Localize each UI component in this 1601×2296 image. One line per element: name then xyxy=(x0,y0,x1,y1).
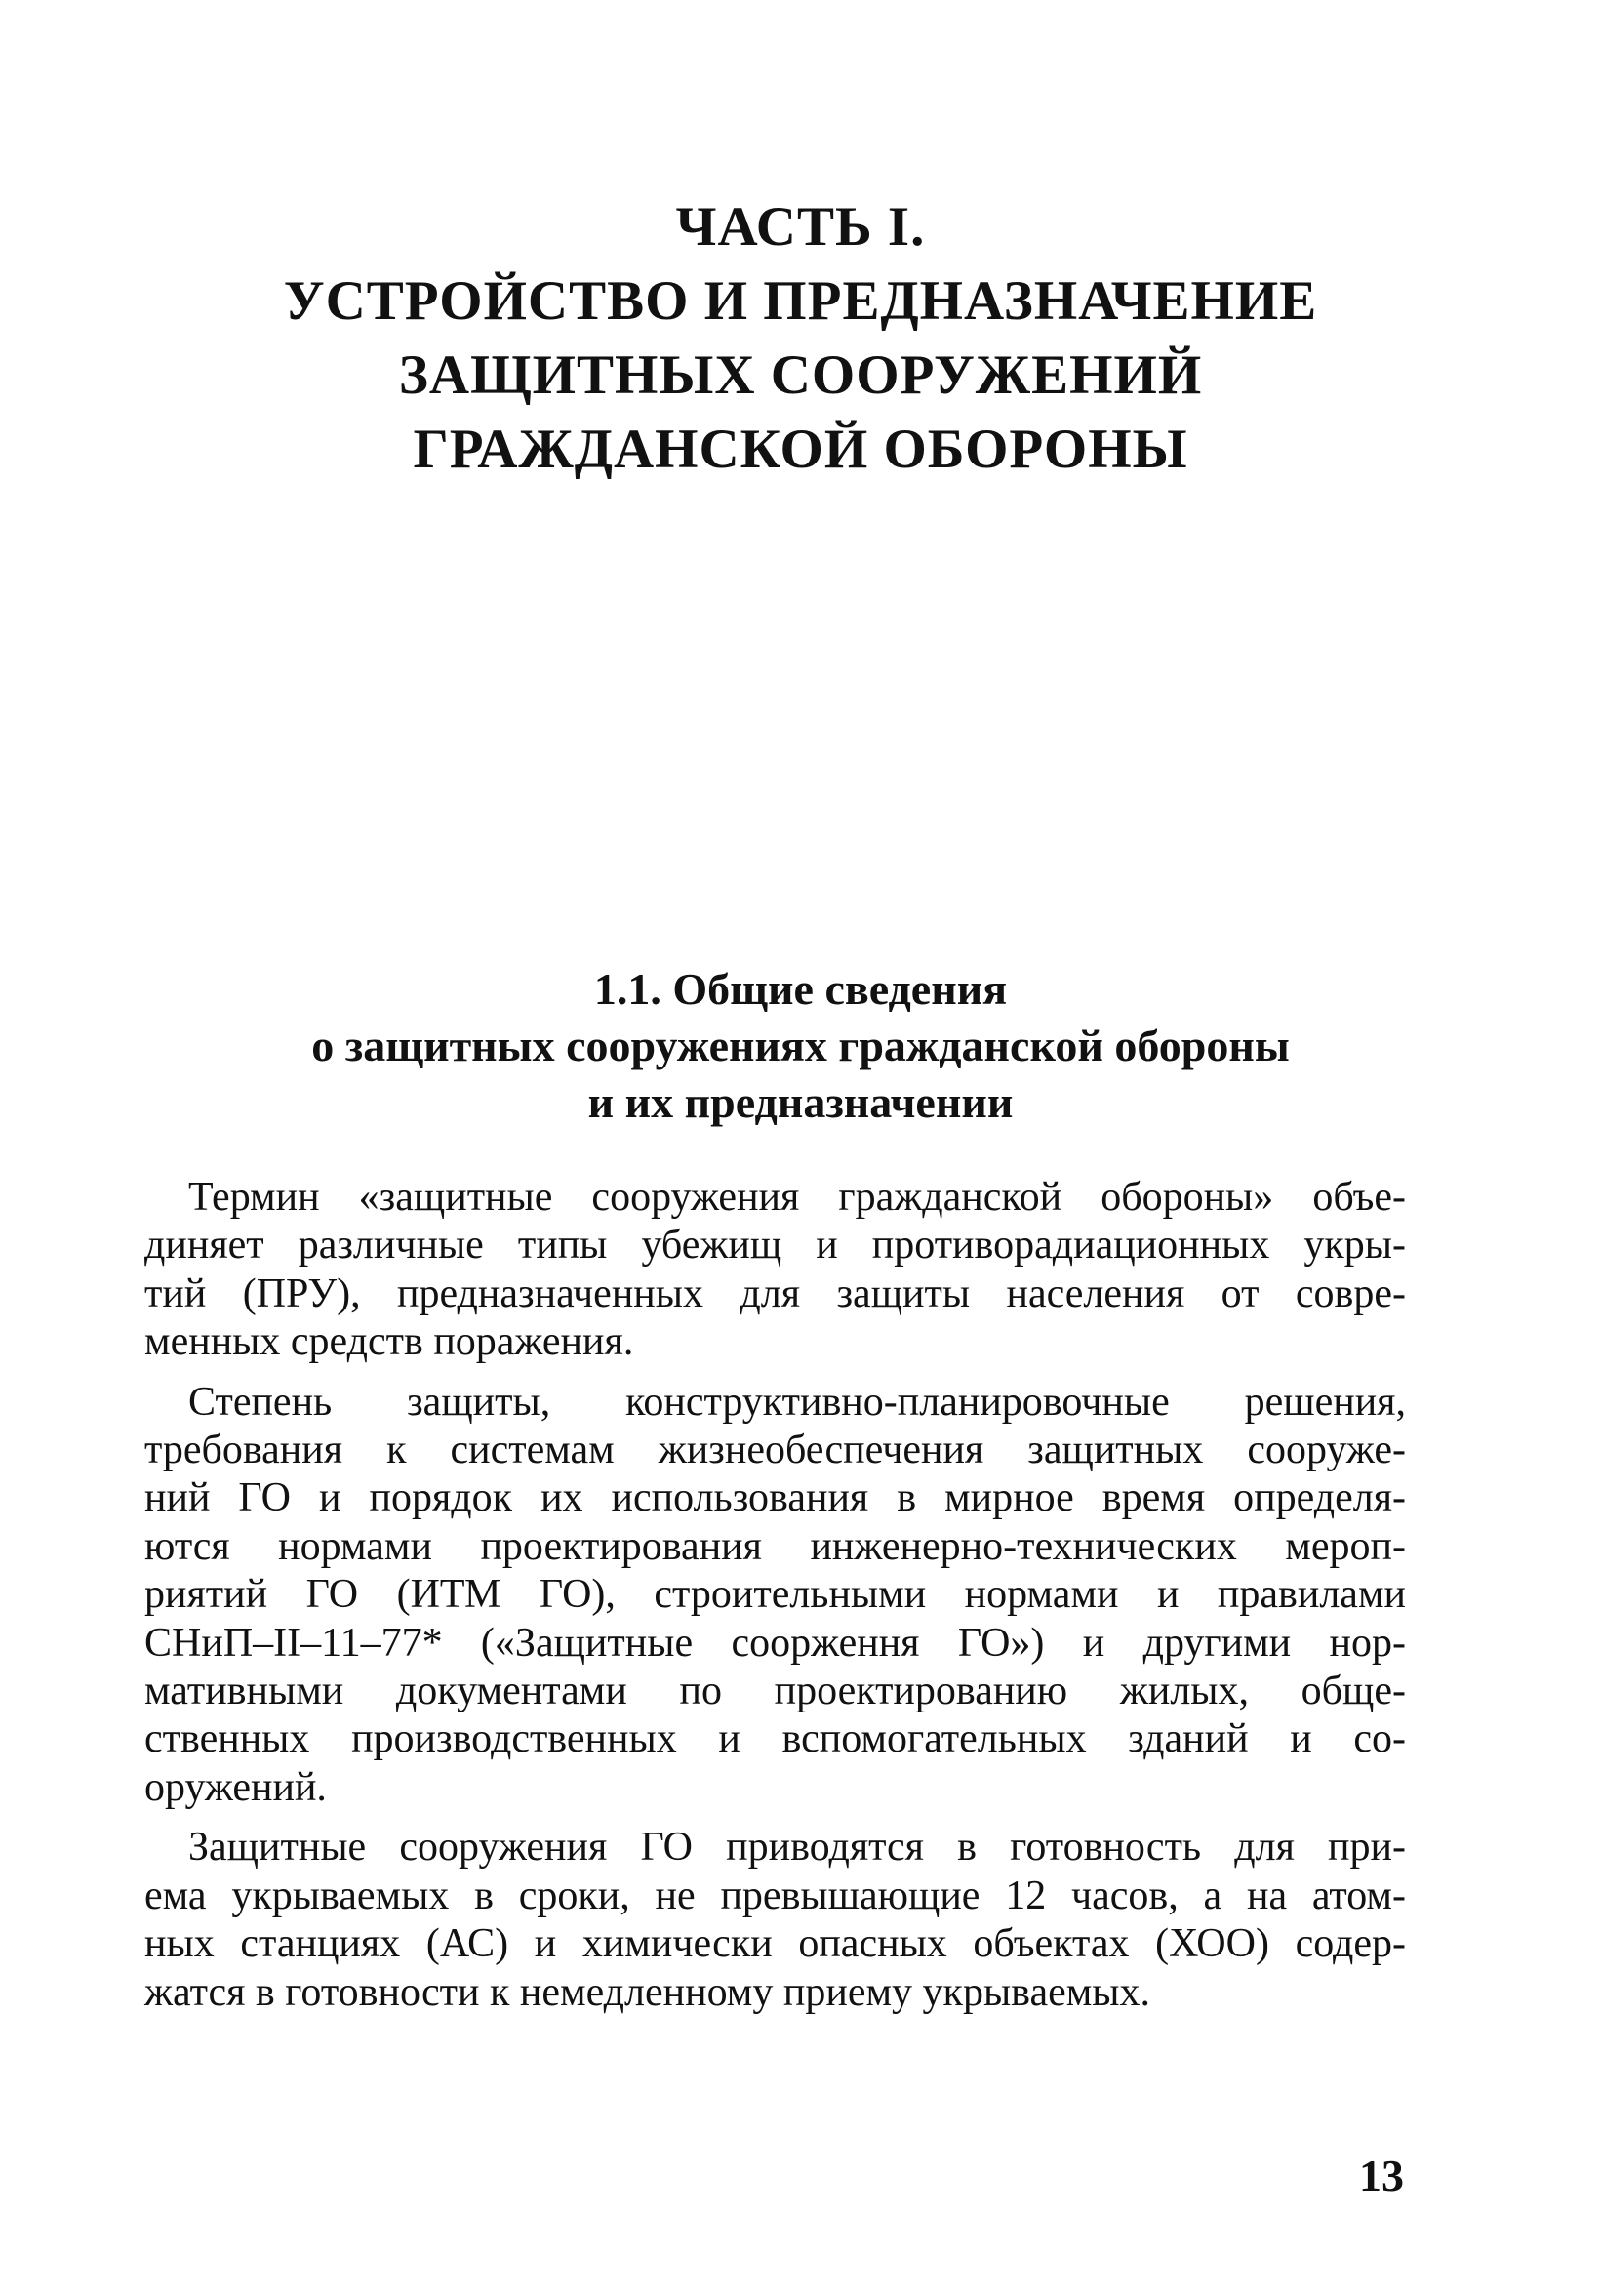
text-line: мативными документами по проектированию жилых, обще- xyxy=(144,1669,1406,1714)
text-line: диняет различные типы убежищ и противорадиационных укры- xyxy=(144,1223,1406,1269)
section-heading-line: и их предназначении xyxy=(587,1077,1014,1127)
text-line: СНиП–II–11–77* («Защитные соорження ГО») и другими нор- xyxy=(144,1620,1406,1666)
section-heading-line: о защитных сооружениях гражданской обороны xyxy=(311,1021,1290,1070)
text-line: менных средств поражения. xyxy=(144,1319,634,1365)
text-line: требования к системам жизнеобеспечения защитных сооруже- xyxy=(144,1428,1406,1473)
paragraph xyxy=(144,1379,1406,1813)
part-heading-line: ГРАЖДАНСКОЙ ОБОРОНЫ xyxy=(413,419,1188,480)
body-text xyxy=(144,1174,1406,2017)
text-line: ственных производственных и вспомогательных зданий и со- xyxy=(144,1716,1406,1762)
text-line: ема укрываемых в сроки, не превышающие 12 часов, а на атом- xyxy=(144,1873,1406,1918)
text-line: ний ГО и порядок их использования в мирное время определя- xyxy=(144,1475,1406,1521)
part-heading-line: УСТРОЙСТВО И ПРЕДНАЗНАЧЕНИЕ xyxy=(283,270,1318,332)
paragraph xyxy=(144,1174,1406,1367)
text-line: ются нормами проектирования инженерно-технических мероп- xyxy=(144,1523,1406,1569)
part-heading-line: ЗАЩИТНЫХ СООРУЖЕНИЙ xyxy=(398,344,1203,406)
text-line: тий (ПРУ), предназначенных для защиты населения от совре- xyxy=(144,1270,1406,1316)
part-heading-line: ЧАСТЬ I. xyxy=(675,196,926,258)
text-line: Защитные сооружения ГО приводятся в готовность для при- xyxy=(188,1825,1406,1871)
text-line: оружений. xyxy=(144,1764,327,1810)
page-number: 13 xyxy=(1359,2151,1404,2200)
section-heading-line: 1.1. Общие сведения xyxy=(593,964,1008,1014)
section-heading xyxy=(0,961,1601,1131)
text-line: жатся в готовности к немедленному приему укрываемых. xyxy=(144,1969,1151,2015)
text-line: Степень защиты, конструктивно-планировочные решения, xyxy=(188,1379,1406,1425)
paragraph xyxy=(144,1824,1406,2017)
text-line: риятий ГО (ИТМ ГО), строительными нормами и правилами xyxy=(144,1572,1406,1618)
text-line: ных станциях (АС) и химически опасных объектах (ХОО) содер- xyxy=(144,1921,1406,1967)
part-heading xyxy=(0,190,1601,487)
text-line: Термин «защитные сооружения гражданской обороны» объе- xyxy=(188,1175,1406,1220)
